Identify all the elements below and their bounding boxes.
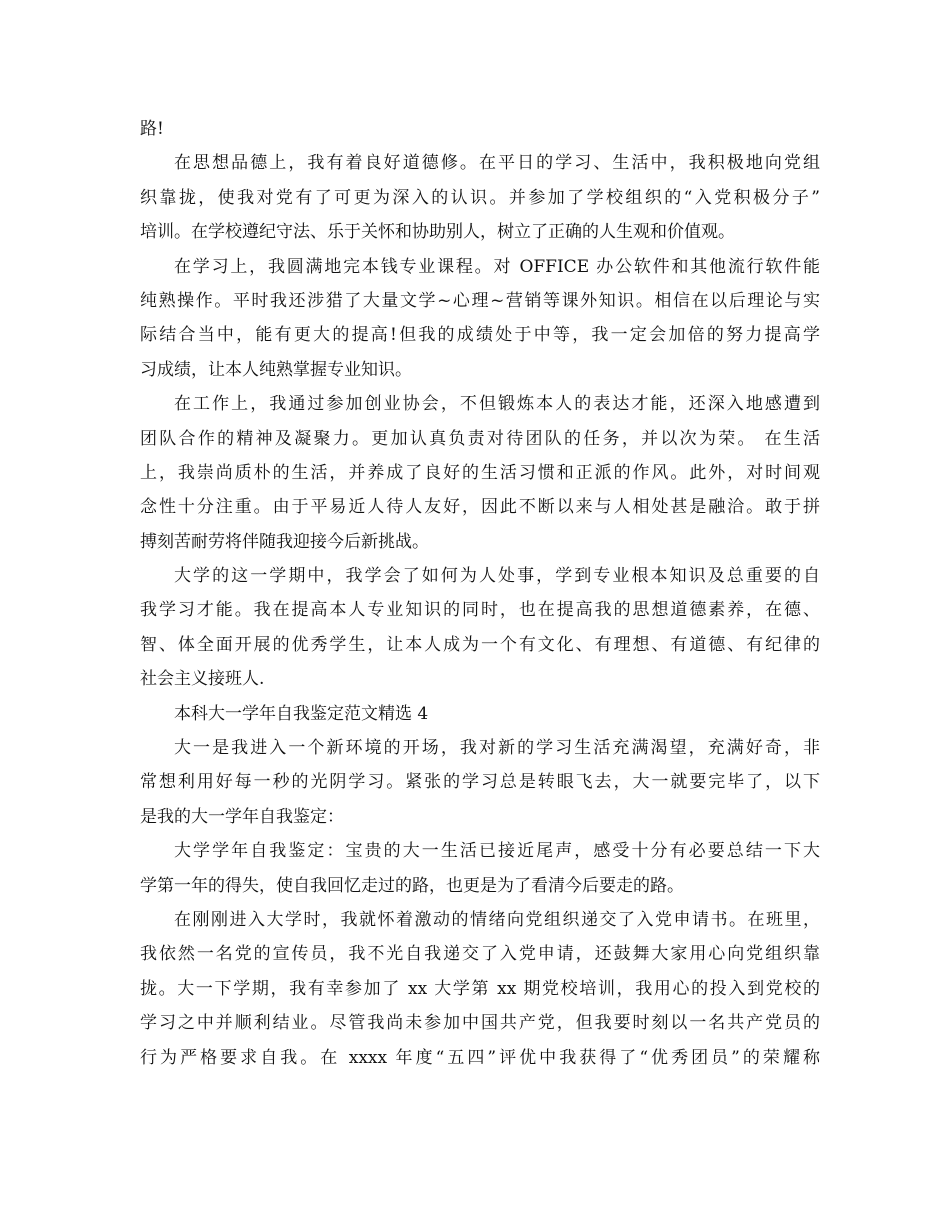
text-line: 上，我崇尚质朴的生活，并养成了良好的生活习惯和正派的作风。此外，对时间观 [140, 462, 820, 483]
text-line: 念性十分注重。由于平易近人待人友好，因此不断以来与人相处甚是融洽。敢于拼 [140, 497, 820, 518]
text-line: 本科大一学年自我鉴定范文精选 4 [174, 703, 429, 724]
text-line: 在刚刚进入大学时，我就怀着激动的情绪向党组织递交了入党申请书。在班里， [174, 909, 820, 930]
text-line: 常想利用好每一秒的光阴学习。紧张的学习总是转眼飞去，大一就要完毕了，以下 [140, 772, 820, 793]
text-line: 织靠拢，使我对党有了可更为深入的认识。并参加了学校组织的“入党积极分子” [140, 187, 820, 208]
text-line: 在学习上，我圆满地完本钱专业课程。对 OFFICE 办公软件和其他流行软件能 [174, 256, 820, 277]
text-line: 行为严格要求自我。在 xxxx 年度“五四”评优中我获得了“优秀团员”的荣耀称 [140, 1047, 820, 1068]
text-line: 学习之中并顺利结业。尽管我尚未参加中国共产党，但我要时刻以一名共产党员的 [140, 1013, 820, 1034]
text-line: 在工作上，我通过参加创业协会，不但锻炼本人的表达才能，还深入地感遭到 [174, 394, 820, 415]
document-body [140, 112, 820, 1075]
text-line: 团队合作的精神及凝聚力。更加认真负责对待团队的任务，并以次为荣。 在生活 [140, 428, 820, 449]
text-line: 是我的大一学年自我鉴定： [140, 806, 344, 827]
text-line: 际结合当中，能有更大的提高!但我的成绩处于中等，我一定会加倍的努力提高学 [140, 325, 820, 346]
text-line: 智、体全面开展的优秀学生，让本人成为一个有文化、有理想、有道德、有纪律的 [140, 634, 820, 655]
text-line: 我依然一名党的宣传员，我不光自我递交了入党申请，还鼓舞大家用心向党组织靠 [140, 944, 820, 965]
text-line: 在思想品德上，我有着良好道德修。在平日的学习、生活中，我积极地向党组 [174, 153, 820, 174]
text-line: 拢。大一下学期，我有幸参加了 xx 大学第 xx 期党校培训，我用心的投入到党校的 [140, 978, 820, 999]
text-line: 搏刻苦耐劳将伴随我迎接今后新挑战。 [140, 531, 429, 552]
text-line: 习成绩，让本人纯熟掌握专业知识。 [140, 359, 412, 380]
text-line: 学第一年的得失，使自我回忆走过的路，也更是为了看清今后要走的路。 [140, 875, 684, 896]
text-line: 培训。在学校遵纪守法、乐于关怀和协助别人，树立了正确的人生观和价值观。 [140, 222, 735, 243]
text-line: 纯熟操作。平时我还涉猎了大量文学~心理~营销等课外知识。相信在以后理论与实 [140, 290, 820, 311]
text-line: 社会主义接班人. [140, 669, 265, 690]
text-line: 大学学年自我鉴定：宝贵的大一生活已接近尾声，感受十分有必要总结一下大 [174, 841, 820, 862]
text-line: 大一是我进入一个新环境的开场，我对新的学习生活充满渴望，充满好奇，非 [174, 738, 820, 759]
text-line: 大学的这一学期中，我学会了如何为人处事，学到专业根本知识及总重要的自 [174, 566, 820, 587]
text-line: 我学习才能。我在提高本人专业知识的同时，也在提高我的思想道德素养，在德、 [140, 600, 820, 621]
text-line: 路! [140, 119, 164, 139]
